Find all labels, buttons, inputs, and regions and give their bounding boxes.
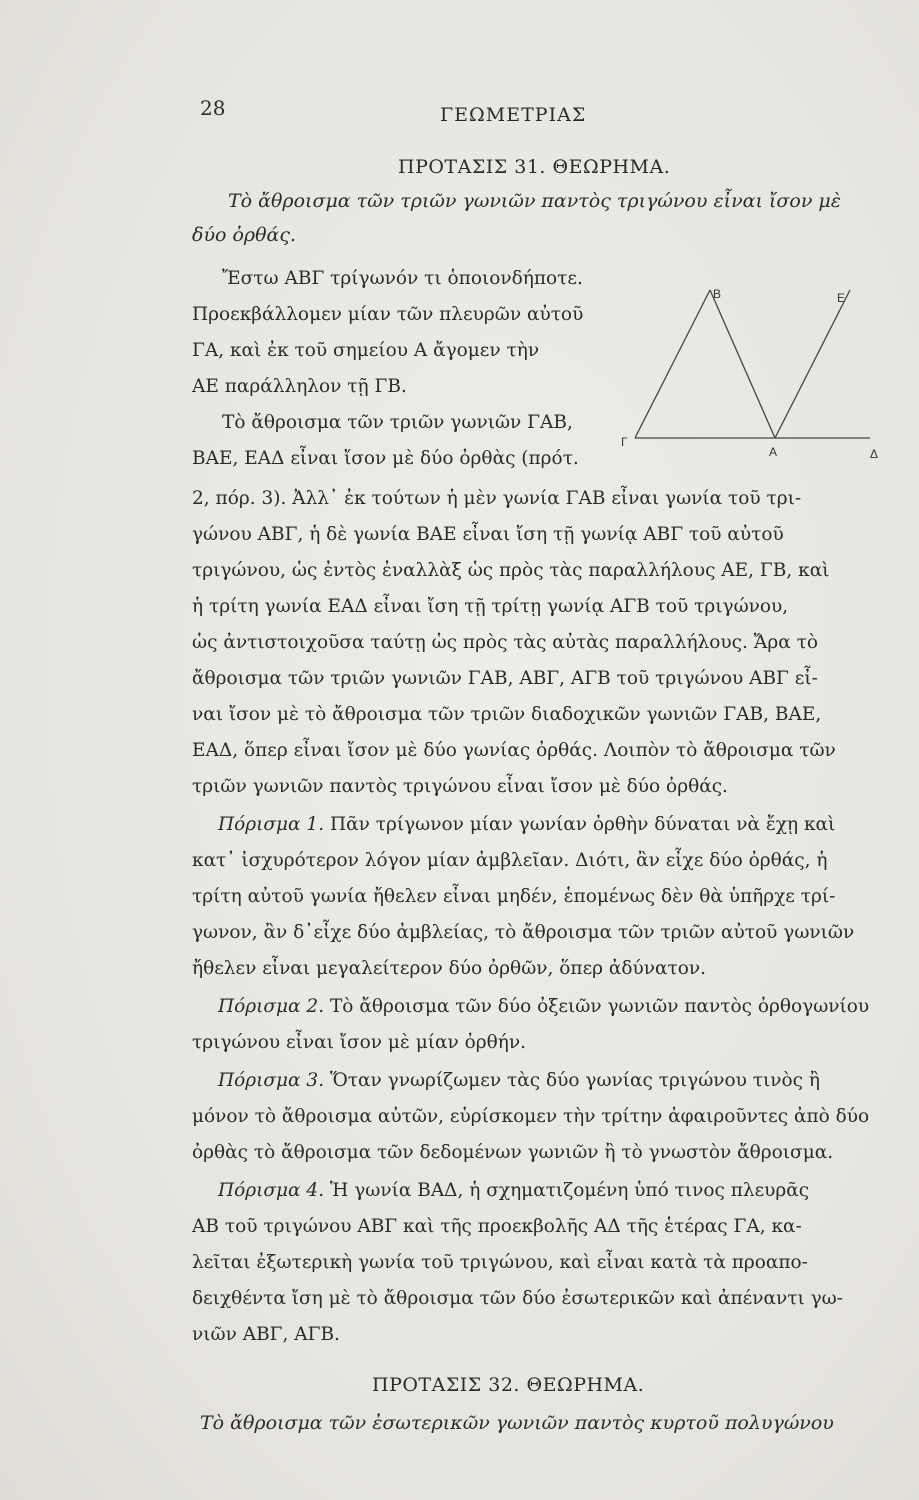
label-gamma: Γ bbox=[621, 435, 628, 449]
porisma-1-line: τρίτη αὐτοῦ γωνία ἤθελεν εἶναι μηδέν, ἑπομένως δὲν θὰ ὑπῆρχε τρί- bbox=[192, 886, 836, 907]
proof-line: ΕΑΔ, ὅπερ εἶναι ἴσον μὲ δύο γωνίας ὀρθάς. Λοιπὸν τὸ ἄθροισμα τῶν bbox=[192, 740, 836, 761]
running-title: ΓΕΩΜΕΤΡΙΑΣ bbox=[440, 104, 587, 126]
proof-line: ὡς ἀντιστοιχοῦσα ταύτῃ ὡς πρὸς τὰς αὐτὰς παραλλήλους. Ἄρα τὸ bbox=[192, 632, 818, 653]
porisma-4-first-line bbox=[218, 1180, 809, 1201]
proof-line: τριγώνου, ὡς ἐντὸς ἐναλλὰξ ὡς πρὸς τὰς παραλλήλους ΑΕ, ΓΒ, καὶ bbox=[192, 560, 830, 581]
proof-line: Προεκβάλλομεν μίαν τῶν πλευρῶν αὐτοῦ bbox=[192, 304, 584, 325]
proof-line: ΒΑΕ, ΕΑΔ εἶναι ἴσον μὲ δύο ὀρθὰς (πρότ. bbox=[192, 448, 579, 469]
porisma-2-label: Πόρισμα 2. bbox=[218, 996, 325, 1017]
porisma-3-label: Πόρισμα 3. bbox=[218, 1070, 325, 1091]
porisma-1-line: κατ᾽ ἰσχυρότερον λόγον μίαν ἀμβλεῖαν. Διότι, ἂν εἶχε δύο ὀρθάς, ἡ bbox=[192, 850, 828, 871]
proof-line: Τὸ ἄθροισμα τῶν τριῶν γωνιῶν ΓΑΒ, bbox=[222, 412, 573, 433]
porisma-2-first-line bbox=[218, 996, 869, 1017]
porisma-3-line: μόνον τὸ ἄθροισμα αὐτῶν, εὑρίσκομεν τὴν τρίτην ἀφαιροῦντες ἀπὸ δύο bbox=[192, 1106, 870, 1127]
porisma-4-line: ΑΒ τοῦ τριγώνου ΑΒΓ καὶ τῆς προεκβολῆς ΑΔ τῆς ἑτέρας ΓΑ, κα- bbox=[192, 1216, 802, 1237]
porisma-4-first-text: Ἡ γωνία ΒΑΔ, ἡ σχηματιζομένη ὑπό τινος πλευρᾶς bbox=[329, 1180, 810, 1201]
porisma-3-first-text: Ὅταν γνωρίζωμεν τὰς δύο γωνίας τριγώνου τινὸς ἢ bbox=[329, 1070, 820, 1091]
proof-line: ΓΑ, καὶ ἐκ τοῦ σημείου Α ἄγομεν τὴν bbox=[192, 340, 540, 361]
proposition-31-statement-line-1: Τὸ ἄθροισμα τῶν τριῶν γωνιῶν παντὸς τριγώνου εἶναι ἴσον μὲ bbox=[228, 190, 841, 212]
porisma-1-label: Πόρισμα 1. bbox=[218, 814, 325, 835]
proof-line: 2, πόρ. 3). Ἀλλ᾽ ἐκ τούτων ἡ μὲν γωνία ΓΑΒ εἶναι γωνία τοῦ τρι- bbox=[192, 488, 802, 509]
porisma-2-line: τριγώνου εἶναι ἴσον μὲ μίαν ὀρθήν. bbox=[192, 1032, 526, 1053]
side-b-a bbox=[710, 290, 775, 438]
side-gamma-b bbox=[635, 290, 710, 438]
porisma-4-line: νιῶν ΑΒΓ, ΑΓΒ. bbox=[192, 1324, 340, 1345]
porisma-4-label: Πόρισμα 4. bbox=[218, 1180, 325, 1201]
proof-line: τριῶν γωνιῶν παντὸς τριγώνου εἶναι ἴσον μὲ δύο ὀρθάς. bbox=[192, 776, 728, 797]
porisma-4-line: λεῖται ἐξωτερικὴ γωνία τοῦ τριγώνου, καὶ εἶναι κατὰ τὰ προαπο- bbox=[192, 1252, 808, 1273]
proof-line: ἄθροισμα τῶν τριῶν γωνιῶν ΓΑΒ, ΑΒΓ, ΑΓΒ τοῦ τριγώνου ΑΒΓ εἶ- bbox=[192, 668, 818, 689]
porisma-3-first-line bbox=[218, 1070, 820, 1091]
line-a-e bbox=[775, 290, 850, 438]
proposition-31-heading: ΠΡΟΤΑΣΙΣ 31. ΘΕΩΡΗΜΑ. bbox=[398, 156, 671, 178]
proposition-32-statement-line: Τὸ ἄθροισμα τῶν ἐσωτερικῶν γωνιῶν παντὸς κυρτοῦ πολυγώνου bbox=[200, 1412, 834, 1434]
porisma-1-first-line bbox=[218, 814, 835, 835]
porisma-1-line: ἤθελεν εἶναι μεγαλείτερον δύο ὀρθῶν, ὅπερ ἀδύνατον. bbox=[192, 958, 707, 979]
label-a: A bbox=[769, 445, 778, 459]
triangle-figure bbox=[615, 278, 885, 468]
porisma-1-line: γωνον, ἂν δ᾽εἶχε δύο ἀμβλείας, τὸ ἄθροισμα τῶν τριῶν αὐτοῦ γωνιῶν bbox=[192, 922, 855, 943]
label-b: B bbox=[713, 287, 722, 301]
label-e: E bbox=[837, 291, 846, 305]
porisma-2-first-text: Τὸ ἄθροισμα τῶν δύο ὀξειῶν γωνιῶν παντὸς ὀρθογωνίου bbox=[329, 996, 870, 1017]
proof-line: γώνου ΑΒΓ, ἡ δὲ γωνία ΒΑΕ εἶναι ἴση τῇ γωνίᾳ ΑΒΓ τοῦ αὐτοῦ bbox=[192, 524, 784, 545]
proof-line: ναι ἴσον μὲ τὸ ἄθροισμα τῶν τριῶν διαδοχικῶν γωνιῶν ΓΑΒ, ΒΑΕ, bbox=[192, 704, 822, 725]
proposition-31-statement-line-2: δύο ὀρθάς. bbox=[192, 224, 297, 246]
page-number: 28 bbox=[200, 96, 226, 120]
proposition-32-heading: ΠΡΟΤΑΣΙΣ 32. ΘΕΩΡΗΜΑ. bbox=[372, 1374, 645, 1396]
proof-line: Ἔστω ΑΒΓ τρίγωνόν τι ὁποιονδήποτε. bbox=[222, 268, 583, 289]
proof-line: ΑΕ παράλληλον τῇ ΓΒ. bbox=[192, 376, 407, 397]
porisma-3-line: ὀρθὰς τὸ ἄθροισμα τῶν δεδομένων γωνιῶν ἢ τὸ γνωστὸν ἄθροισμα. bbox=[192, 1142, 834, 1163]
porisma-4-line: δειχθέντα ἴση μὲ τὸ ἄθροισμα τῶν δύο ἐσωτερικῶν καὶ ἀπέναντι γω- bbox=[192, 1288, 844, 1309]
porisma-1-first-text: Πᾶν τρίγωνον μίαν γωνίαν ὀρθὴν δύναται νὰ ἔχῃ καὶ bbox=[329, 814, 836, 835]
proof-line: ἡ τρίτη γωνία ΕΑΔ εἶναι ἴση τῇ τρίτῃ γωνίᾳ ΑΓΒ τοῦ τριγώνου, bbox=[192, 596, 789, 617]
label-delta: Δ bbox=[870, 447, 879, 461]
